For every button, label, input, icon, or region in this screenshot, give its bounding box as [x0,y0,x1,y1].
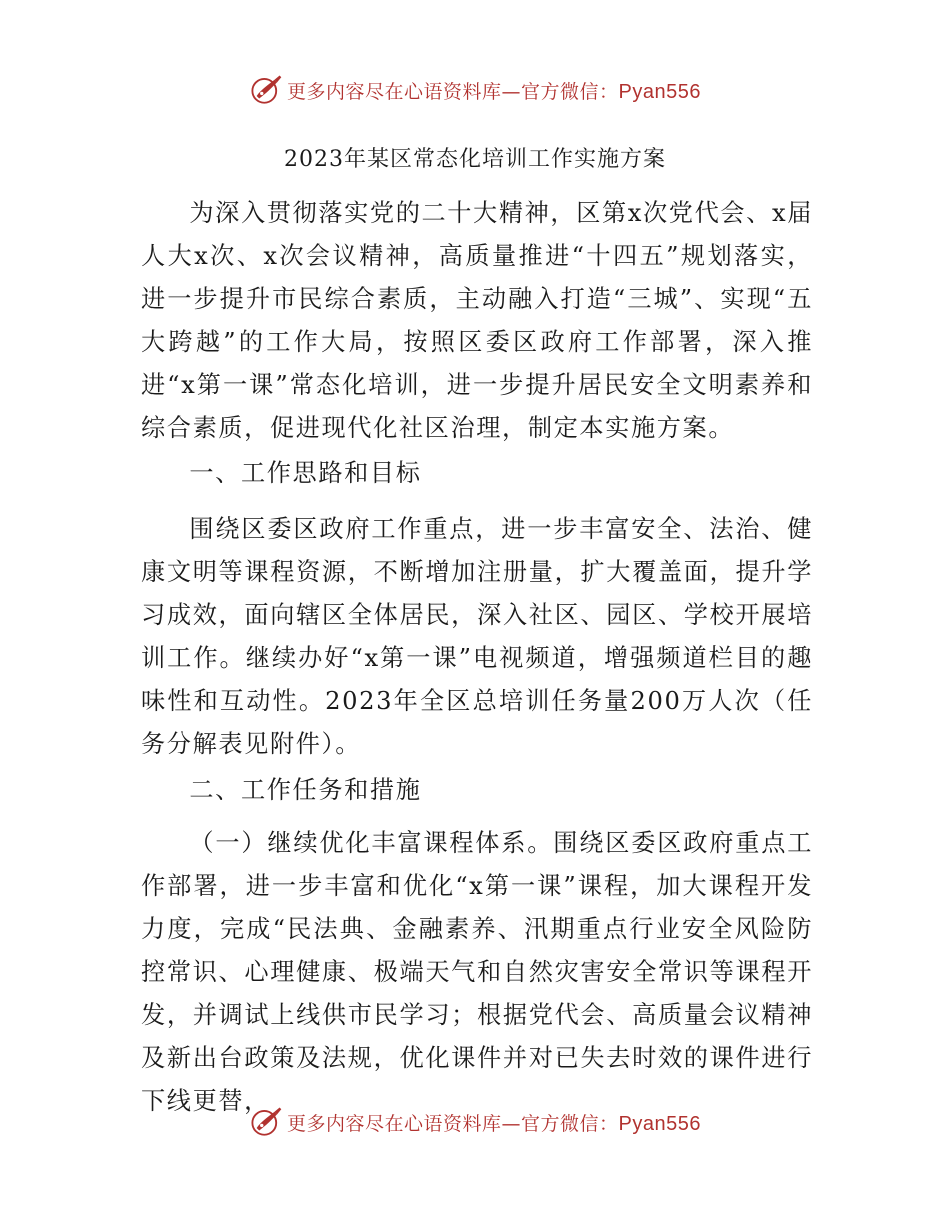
watermark-text: 更多内容尽在心语资料库—官方微信：Pyan556 [287,80,701,103]
watermark-banner-top [0,68,950,112]
document-title: 2023年某区常态化培训工作实施方案 [284,147,666,172]
pen-nib-logo-icon [249,73,283,107]
section-1-heading-text: 一、工作思路和目标 [189,459,422,487]
section-2-heading [141,769,813,812]
intro-paragraph [141,192,813,450]
pen-nib-logo-icon [249,1105,283,1139]
section-1-text: 围绕区委区政府工作重点，进一步丰富安全、法治、健康文明等课程资源，不断增加注册量，扩大覆盖面，提升学习成效，面向辖区全体居民，深入社区、园区、学校开展培训工作。继续办好“x第一课”电视频道，增强频道栏目的趣味性和互动性。2023年全区总培训任务量200万人次（任务分解表见附件）。 [141,515,813,758]
intro-text: 为深入贯彻落实党的二十大精神，区第x次党代会、x届人大x次、x次会议精神，高质量推进“十四五”规划落实，进一步提升市民综合素质，主动融入打造“三城”、实现“五大跨越”的工作大局，按照区委区政府工作部署，深入推进“x第一课”常态化培训，进一步提升居民安全文明素养和综合素质，促进现代化社区治理，制定本实施方案。 [141,199,813,442]
section-2-paragraph [141,822,813,1123]
section-1-paragraph [141,508,813,766]
section-1-heading [141,452,813,495]
section-2-text: （一）继续优化丰富课程体系。围绕区委区政府重点工作部署，进一步丰富和优化“x第一课”课程，加大课程开发力度，完成“民法典、金融素养、汛期重点行业安全风险防控常识、心理健康、极端天气和自然灾害安全常识等课程开发，并调试上线供市民学习；根据党代会、高质量会议精神及新出台政策及法规，优化课件并对已失去时效的课件进行下线更替， [141,829,813,1115]
watermark-text: 更多内容尽在心语资料库—官方微信：Pyan556 [287,1112,701,1135]
section-2-heading-text: 二、工作任务和措施 [189,776,422,804]
watermark-banner-bottom [0,1100,950,1144]
